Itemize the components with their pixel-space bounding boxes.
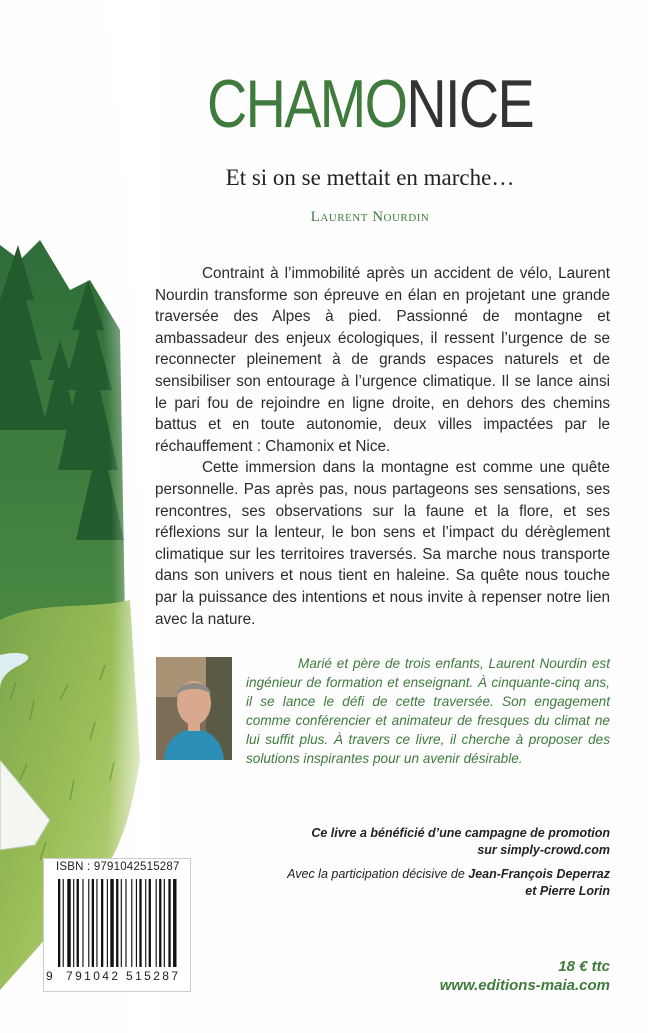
- publisher-website: www.editions-maia.com: [439, 977, 610, 994]
- promo-line-1: Ce livre a bénéficié d’une campagne de promotion: [311, 826, 610, 840]
- title-green-part: CHAMO: [206, 66, 407, 142]
- book-subtitle: Et si on se mettait en marche…: [225, 165, 515, 190]
- barcode-bars: [54, 879, 184, 971]
- summary-paragraph-2: Cette immersion dans la montagne est comme une quête personnelle. Pas après pas, nous partageons ses sensations, ses rencontres, ses observations sur la faune et la flore, et ses réflexions sur la lenteur, le bon sens et l’impact du dérèglement climatique sur les territoires traversés. Sa marche nous transporte dans son univers et nous tient en haleine. Sa quête nous touche par la puissance des intentions et nous invite à repenser notre lien avec la nature.: [155, 459, 610, 628]
- promo-line-2: sur simply-crowd.com: [477, 843, 610, 857]
- participation-prefix: Avec la participation décisive de: [287, 867, 469, 881]
- price: 18 € ttc: [558, 958, 610, 975]
- author-bio: [246, 655, 610, 768]
- isbn-digit-first: 9: [46, 969, 53, 983]
- title-dark-part: NICE: [406, 66, 534, 142]
- isbn-digits-right: 515287: [126, 969, 181, 983]
- author-photo: [156, 657, 232, 760]
- participation-name-2: et Pierre Lorin: [525, 884, 610, 898]
- summary-paragraph-1: Contraint à l’immobilité après un accident de vélo, Laurent Nourdin transforme son épreuve en élan en projetant une grande traversée des Alpes à pied. Passionné de montagne et ambassadeur des enjeux écologiques, il ressent l’urgence de se reconnecter pleinement à de grands espaces naturels et de sensibiliser son entourage à l’urgence climatique. Il se lance ainsi le pari fou de rejoindre en ligne droite, en dehors des chemins battus et en toute autonomie, deux villes impactées par le réchauffement : Chamonix et Nice.: [155, 265, 610, 455]
- author-name: Laurent Nourdin: [310, 209, 430, 225]
- promotion-note: [280, 825, 610, 859]
- summary-text: [155, 263, 610, 630]
- participation-name-1: Jean-François Deperraz: [468, 867, 610, 881]
- participation-note: [280, 866, 610, 900]
- book-title: [198, 66, 542, 142]
- isbn-digits-left: 791042: [66, 969, 121, 983]
- isbn-label: ISBN : 9791042515287: [56, 861, 180, 873]
- bio-paragraph: Marié et père de trois enfants, Laurent Nourdin est ingénieur de formation et enseignant. À cinquante-cinq ans, il se lance le défi de cette traversée. Son engagement comme conférencier et animateur de fresques du climat ne lui suffit plus. À travers ce livre, il cherche à proposer des solutions inspirantes pour un avenir désirable.: [246, 656, 610, 766]
- isbn-barcode: [43, 858, 191, 992]
